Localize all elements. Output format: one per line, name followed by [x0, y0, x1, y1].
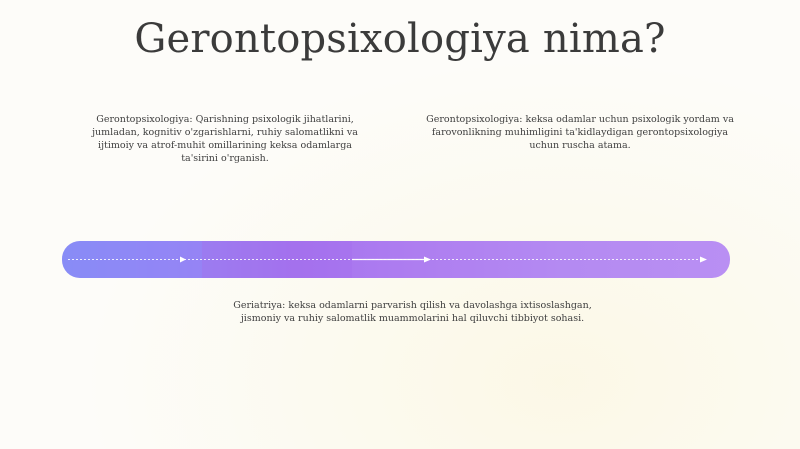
timeline-arrow-line: [62, 241, 730, 278]
timeline-item-description: Geriatriya: keksa odamlarni parvarish qilish va davolashga ixtisoslashgan, jismoniy va ruhiy salomatlik muammolarini hal qiluvchi tibbiyot sohasi.: [233, 300, 592, 324]
arrow-head-icon: [180, 257, 186, 263]
arrow-head-icon: [424, 257, 431, 263]
arrow-head-icon: [700, 257, 707, 263]
timeline-bar: [62, 241, 730, 278]
timeline-item-description: Gerontopsixologiya: keksa odamlar uchun psixologik yordam va farovonlikning muhimligini ta'kidlaydigan gerontopsixologiya uchun ruscha atama.: [426, 114, 734, 151]
timeline-item-description: Gerontopsixologiya: Qarishning psixologik jihatlarini, jumladan, kognitiv o'zgarishlarni, ruhiy salomatlikni va ijtimoiy va atrof-muhit omillarining keksa odamlarga ta'sirini o'rganish.: [92, 114, 358, 164]
page-title: Gerontopsixologiya nima?: [134, 16, 666, 62]
